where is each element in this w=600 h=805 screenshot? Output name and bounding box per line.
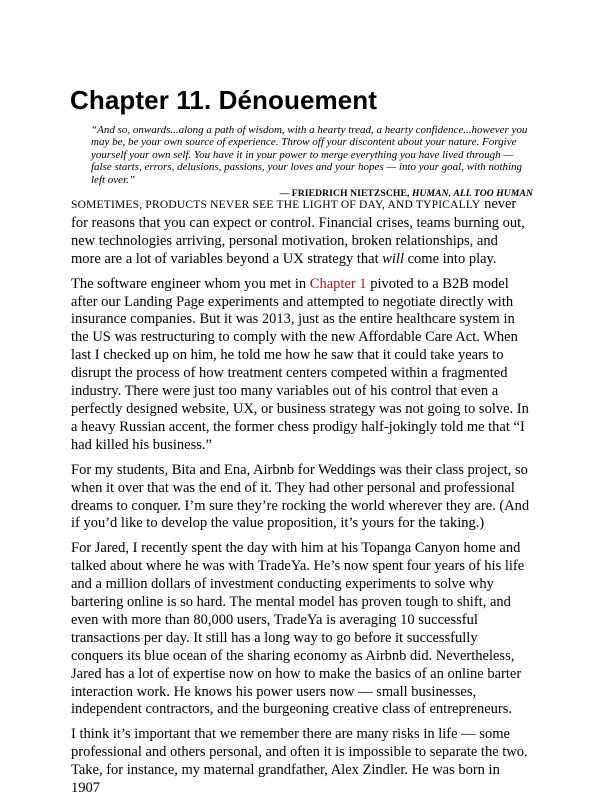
paragraph-5: I think it’s important that we remember there are many risks in life — some professional and others personal, and often it is impossible to separate the two. Take, for instance, my maternal grandfather, Alex Zindler. He was born in 1907	[71, 726, 528, 797]
emphasis: will	[382, 250, 404, 267]
epigraph-line: starts, errors, delusions, passions, your loves and your hopes — into your goal, with nothing left over.”	[91, 161, 523, 186]
attribution-work: HUMAN, ALL TOO HUMAN	[411, 188, 533, 200]
paragraph-1	[71, 196, 531, 269]
paragraph-4: For Jared, I recently spent the day with him at his Topanga Canyon home and talked about where he was with TradeYa. He’s now spent four years of his life and a million dollars of investment conducting experiments to solve why bartering online is so hard. The mental model has proven tough to shift, and even with more than 80,000 users, TradeYa is averaging 10 successful transactions per day. It still has a long way to go before it successfully conquers its blue ocean of the sharing economy as Airbnb did. Nevertheless, Jared has a lot of expertise now on how to make the basics of an online barter interaction work. He knows his power users now — small businesses, independent contractors, and the burgeoning creative class of entrepreneurs.	[71, 540, 525, 718]
epigraph-line: may be, be your own source of experience. Throw off your discontent about your nature. Forgive	[91, 136, 517, 149]
small-caps-lead: SOMETIMES, PRODUCTS NEVER SEE THE LIGHT OF DAY, AND TYPICALLY	[71, 199, 481, 211]
paragraph-text: never for reasons that you can expect or control. Financial crises, teams burning out, new technologies arriving, personal motivation, broken relationships, and more are a lot of variables beyond a UX strategy that	[71, 196, 525, 267]
paragraph-text: come into play.	[404, 250, 497, 267]
epigraph	[91, 124, 533, 200]
chapter-1-link[interactable]: Chapter 1	[309, 275, 367, 292]
attribution-author: — FRIEDRICH NIETZSCHE,	[279, 188, 412, 200]
epigraph-line: yourself your own self. You have it in your power to merge everything you have lived through — false	[91, 148, 514, 174]
paragraph-3: For my students, Bita and Ena, Airbnb for Weddings was their class project, so when it over that was the end of it. They had other personal and professional dreams to conquer. I’m sure they’re rocking the world wherever they are. (And if you’d like to develop the value proposition, it’s yours for the taking.)	[71, 461, 530, 532]
epigraph-quote	[91, 124, 533, 186]
epigraph-line: “And so, onwards...along a path of wisdom, with a hearty tread, a hearty confidence...however you	[91, 124, 528, 136]
paragraph-text: The software engineer whom you met in	[71, 275, 310, 292]
paragraph-2	[71, 276, 531, 455]
chapter-title: Chapter 11. Dénouement	[70, 85, 378, 115]
chapter-body	[71, 196, 531, 805]
paragraph-text: pivoted to a B2B model after our Landing Page experiments and attempted to negotiate directly with insurance companies. But it was 2013, just as the entire healthcare system in the US was restructuring to comply with the new Affordable Care Act. When last I checked up on him, he told me how he saw that it could take years to disrupt the process of how treatment centers competed within a fragmented industry. There were just too many variables out of his control that even a perfectly designed website, UX, or business strategy was not going to solve. In a heavy Russian accent, the former chess prodigy half-jokingly told me that “I had killed his business.”	[71, 275, 529, 453]
